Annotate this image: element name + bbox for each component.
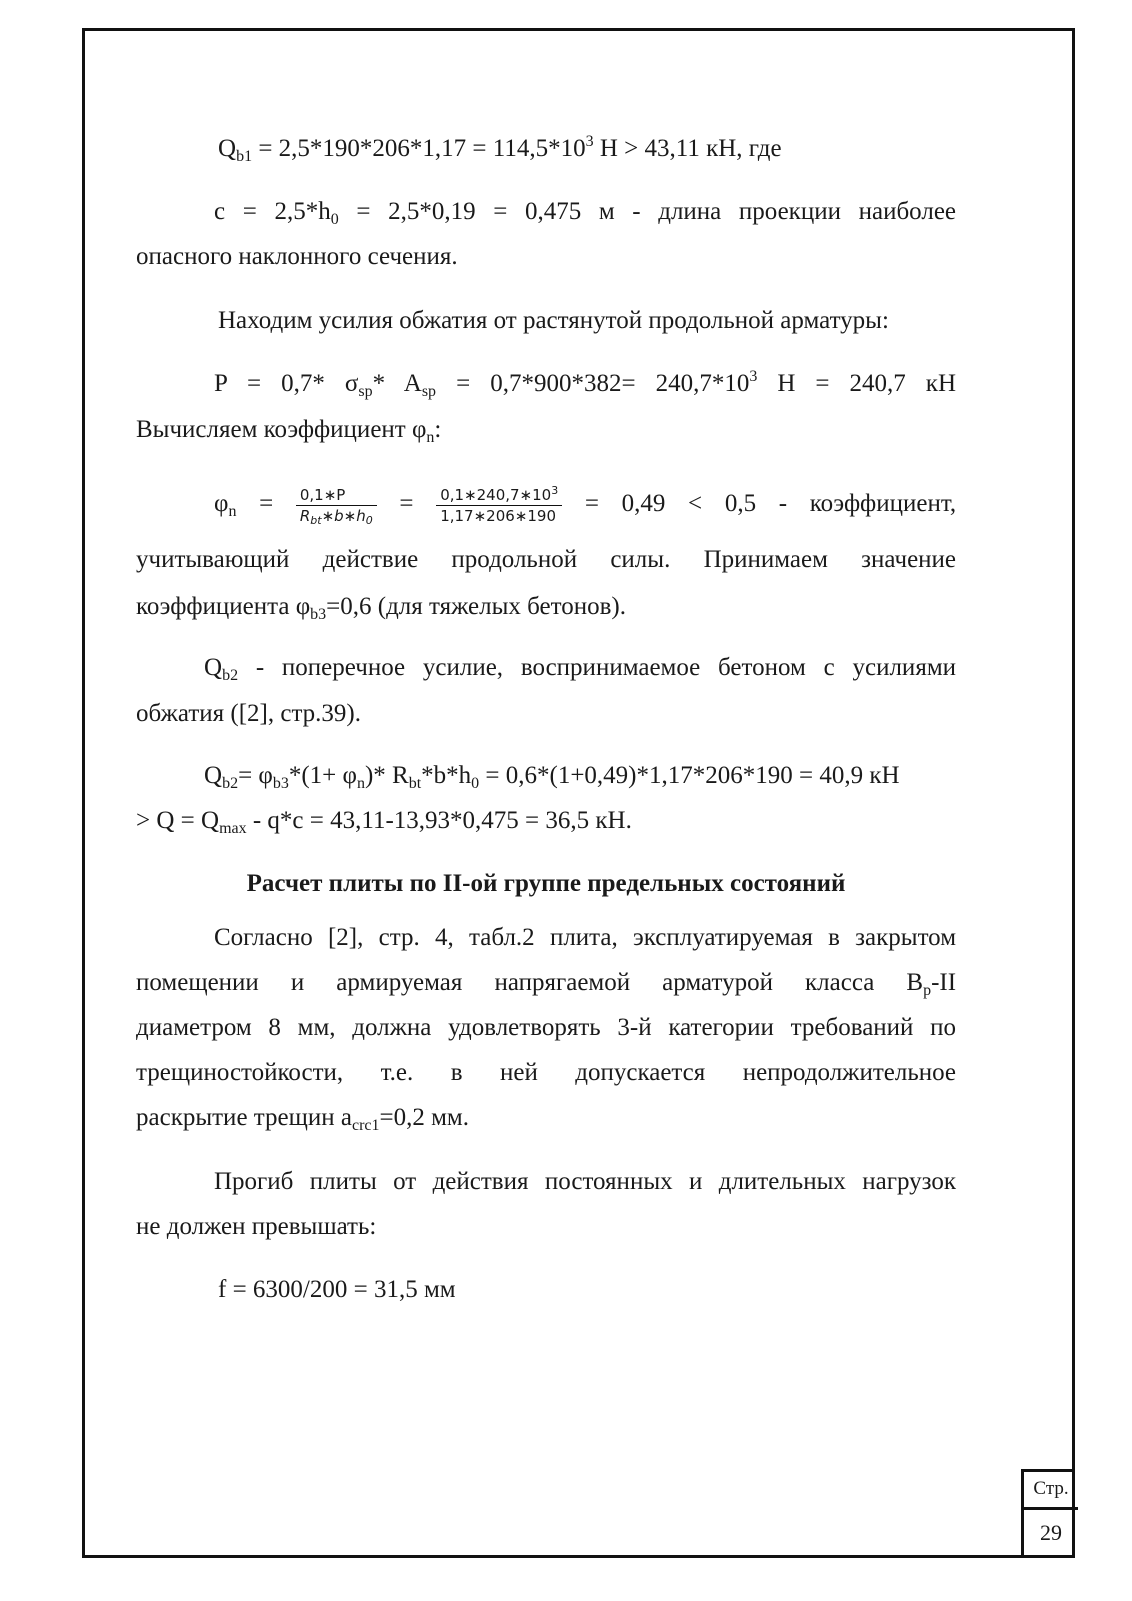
page-number: 29 (1040, 1520, 1062, 1545)
paragraph-line: коэффициента $\varphi_{b3}=0,6$ (для тяжелых бетонов). (136, 593, 627, 623)
paragraph-line: Прогиб плиты от действия постоянных и длительных нагрузок (214, 1168, 957, 1195)
section-heading: Расчет плиты по II-ой группе предельных состояний (246, 870, 846, 897)
paragraph-line: не должен превышать: (136, 1213, 377, 1240)
formula-qb1: $Q_{b1} = 2,5*190*206*1,17 = 114,5*10^3$ Н > 43,11 кН, где (218, 133, 782, 165)
fraction-1: $\frac{0,1∗P}{R_{bt}∗b∗h_0}$ (296, 485, 377, 526)
page-label: Стр. (1024, 1472, 1078, 1510)
paragraph-line: Вычисляем коэффициент $\varphi_n$: (136, 416, 442, 446)
paragraph-line: раскрытие трещин $a_{crc1}=0,2$ мм. (136, 1104, 469, 1134)
formula-qb2: $Q_{b2}= \varphi_{b3}*(1+ \varphi_n)*$ $R_{bt}*b*h_0 = 0,6*(1+0,49)*1,17*206*190 = 40,9$ кН (204, 762, 900, 792)
page-number-stamp (1021, 1469, 1075, 1558)
paragraph-line: обжатия ([2], стр.39). (136, 700, 361, 727)
formula-c: $с = 2,5*h_0 = 2,5*0,19 = 0,475$ м - длина проекции наиболее (214, 198, 957, 228)
paragraph-line: диаметром 8 мм, должна удовлетворять 3-й категории требований по (136, 1014, 957, 1041)
paragraph-line: трещиностойкости, т.е. в ней допускается непродолжительное (136, 1059, 957, 1086)
formula-p: P = 0,7* $\sigma_{sp}*$ $A_{sp} = 0,7*900*382= 240,7*10^3$ Н = 240,7 кН (214, 368, 956, 400)
paragraph-line: $Q_{b2}$ - поперечное усилие, воспринимаемое бетоном с усилиями (204, 654, 957, 684)
paragraph-line: опасного наклонного сечения. (136, 243, 458, 270)
paragraph-line: учитывающий действие продольной силы. Принимаем значение (136, 546, 957, 573)
formula-phi-n: $\varphi_n$ = $\frac{0,1∗P}{R_{bt}∗b∗h_0}$ = $\frac{0,1∗240,7∗10^3}{1,17∗206∗190}$ = 0,49 < 0,5 - коэффициент, (214, 483, 957, 527)
paragraph-line: Согласно [2], стр. 4, табл.2 плита, эксплуатируемая в закрытом (214, 924, 957, 951)
paragraph-line: помещении и армируемая напрягаемой арматурой класса $B_p-II$ (136, 969, 957, 999)
paragraph: Находим усилия обжатия от растянутой продольной арматуры: (218, 307, 889, 334)
formula-q-check: > $Q = Q_{max} - q*c = 43,11-13,93*0,475 = 36,5$ кН. (136, 807, 632, 837)
formula-f: f = 6300/200 = 31,5 мм (218, 1276, 456, 1303)
fraction-2: $\frac{0,1∗240,7∗10^3}{1,17∗206∗190}$ (436, 485, 562, 526)
